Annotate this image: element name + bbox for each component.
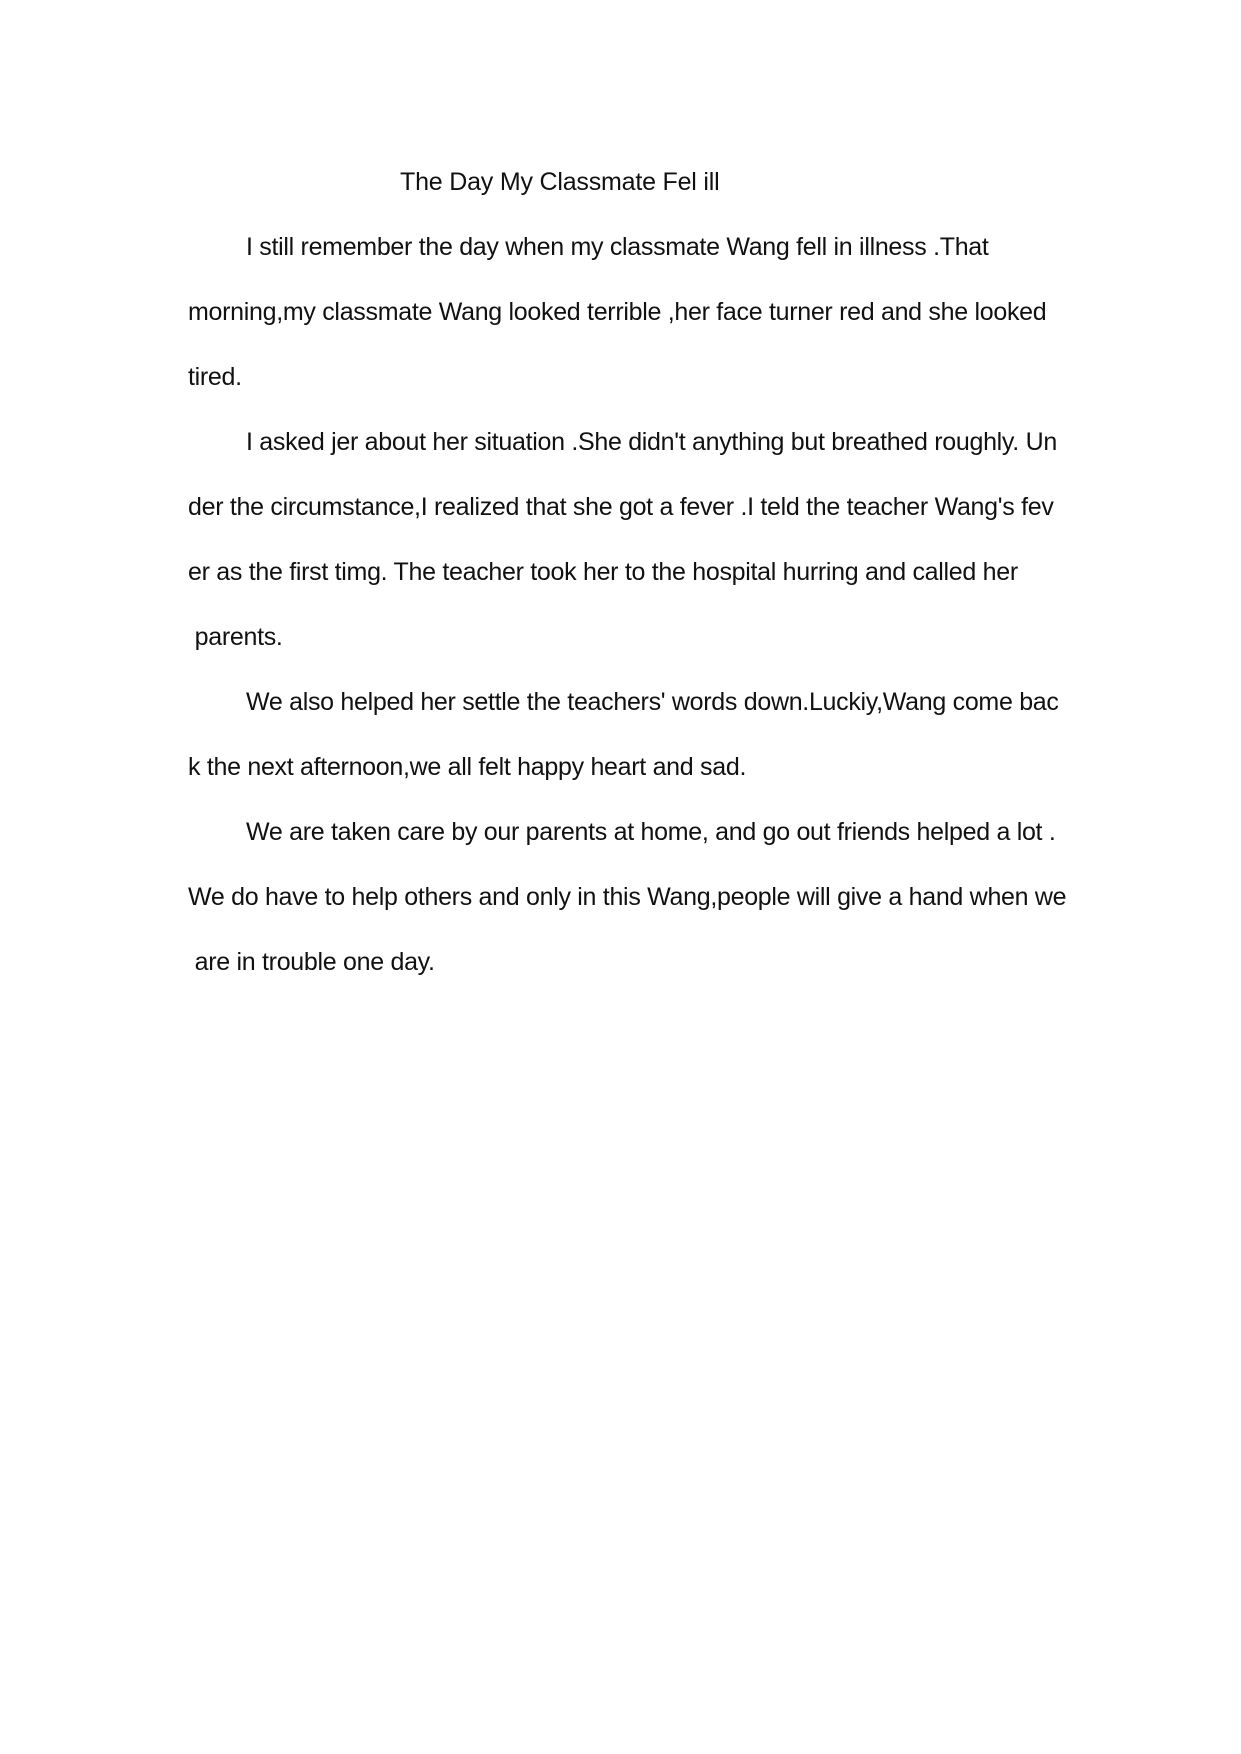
paragraph-4-line-1: We are taken care by our parents at home, and go out friends helped a lot . [246,818,1056,846]
paragraph-1-line-3: tired. [188,363,242,391]
paragraph-2-line-4: parents. [188,623,283,651]
paragraph-3-line-1: We also helped her settle the teachers' words down.Luckiy,Wang come bac [246,688,1059,716]
paragraph-3-line-2: k the next afternoon,we all felt happy heart and sad. [188,753,747,781]
paragraph-2-line-1: I asked jer about her situation .She didn't anything but breathed roughly. Un [246,428,1057,456]
paragraph-2-line-3: er as the first timg. The teacher took her to the hospital hurring and called her [188,558,1018,586]
paragraph-4-line-2: We do have to help others and only in this Wang,people will give a hand when we [188,883,1067,911]
essay-title: The Day My Classmate Fel ill [400,168,720,196]
paragraph-2-line-2: der the circumstance,I realized that she got a fever .I teld the teacher Wang's fev [188,493,1054,521]
paragraph-1-line-2: morning,my classmate Wang looked terrible ,her face turner red and she looked [188,298,1047,326]
paragraph-1-line-1: I still remember the day when my classmate Wang fell in illness .That [246,233,989,261]
paragraph-4-line-3: are in trouble one day. [188,948,435,976]
